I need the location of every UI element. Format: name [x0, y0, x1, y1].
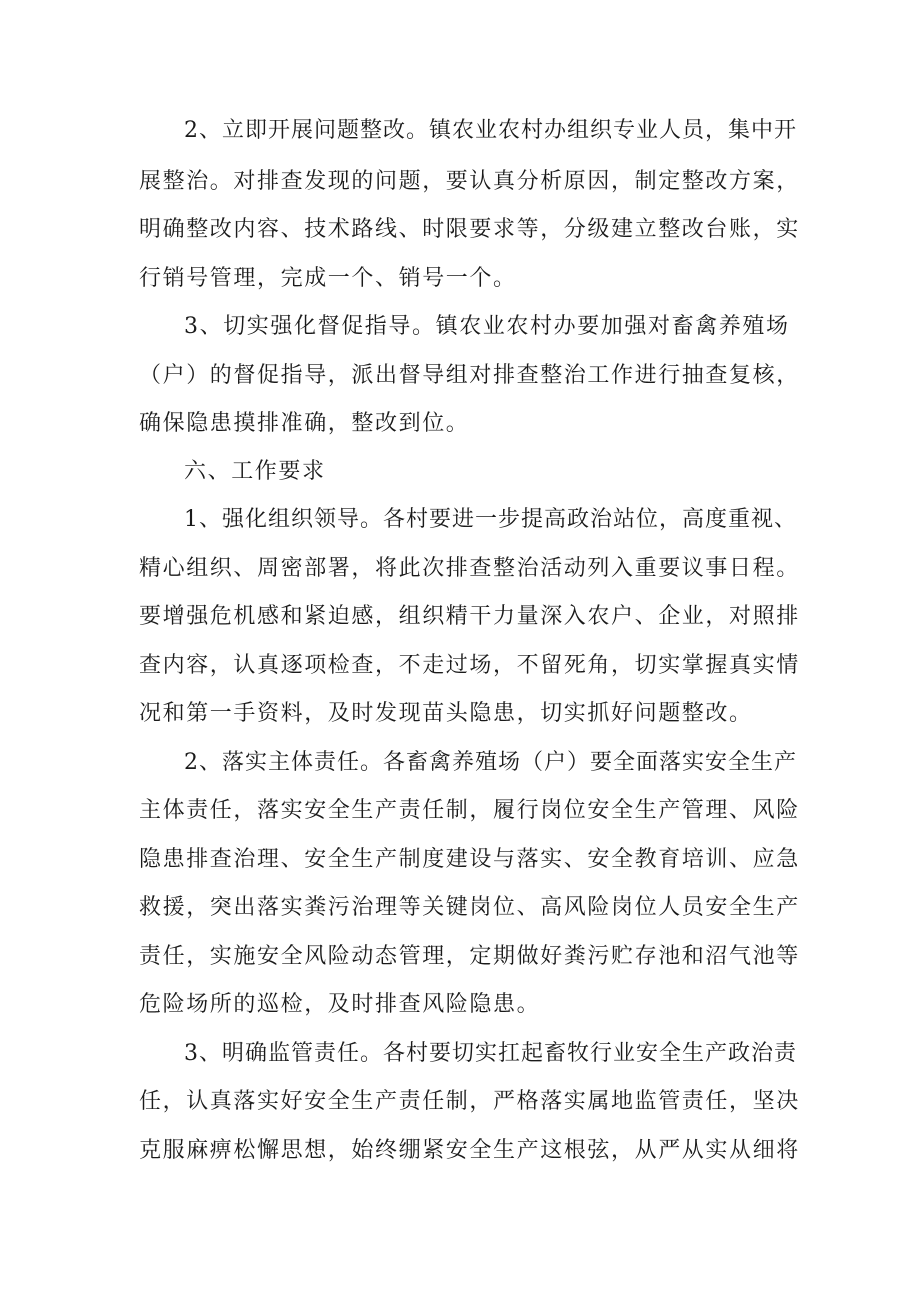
- paragraph-line: 主体责任，落实安全生产责任制，履行岗位安全生产管理、风险: [139, 798, 800, 823]
- paragraph-line: 况和第一手资料，及时发现苗头隐患，切实抓好问题整改。: [139, 701, 753, 726]
- paragraph-line: 2、落实主体责任。各畜禽养殖场（户）要全面落实安全生产: [184, 750, 797, 775]
- paragraph-line: 任，认真落实好安全生产责任制，严格落实属地监管责任，坚决: [139, 1089, 800, 1114]
- paragraph-line: 精心组织、周密部署，将此次排查整治活动列入重要议事日程。: [139, 556, 800, 581]
- paragraph-line: 隐患排查治理、安全生产制度建设与落实、安全教育培训、应急: [139, 847, 800, 872]
- paragraph-line: 展整治。对排查发现的问题，要认真分析原因，制定整改方案，: [139, 169, 800, 194]
- paragraph-line: 1、强化组织领导。各村要进一步提高政治站位，高度重视、: [184, 507, 797, 532]
- paragraph-line: （户）的督促指导，派出督导组对排查整治工作进行抽查复核，: [139, 363, 800, 388]
- paragraph-line: 2、立即开展问题整改。镇农业农村办组织专业人员，集中开: [184, 118, 797, 143]
- paragraph-line: 危险场所的巡检，及时排查风险隐患。: [139, 992, 541, 1017]
- paragraph-line: 确保隐患摸排准确，整改到位。: [139, 411, 470, 436]
- paragraph-line: 明确整改内容、技术路线、时限要求等，分级建立整改台账，实: [139, 217, 800, 242]
- paragraph-line: 3、切实强化督促指导。镇农业农村办要加强对畜禽养殖场: [184, 314, 790, 339]
- paragraph-line: 行销号管理，完成一个、销号一个。: [139, 266, 517, 291]
- paragraph-line: 要增强危机感和紧迫感，组织精干力量深入农户、企业，对照排: [139, 604, 800, 629]
- paragraph-line: 克服麻痹松懈思想，始终绷紧安全生产这根弦，从严从实从细将: [139, 1138, 800, 1163]
- paragraph-line: 查内容，认真逐项检查，不走过场，不留死角，切实掌握真实情: [139, 653, 800, 678]
- section-heading: 六、工作要求: [184, 459, 326, 484]
- paragraph-line: 3、明确监管责任。各村要切实扛起畜牧行业安全生产政治责: [184, 1041, 797, 1066]
- paragraph-line: 责任，实施安全风险动态管理，定期做好粪污贮存池和沼气池等: [139, 944, 800, 969]
- paragraph-line: 救援，突出落实粪污治理等关键岗位、高风险岗位人员安全生产: [139, 895, 800, 920]
